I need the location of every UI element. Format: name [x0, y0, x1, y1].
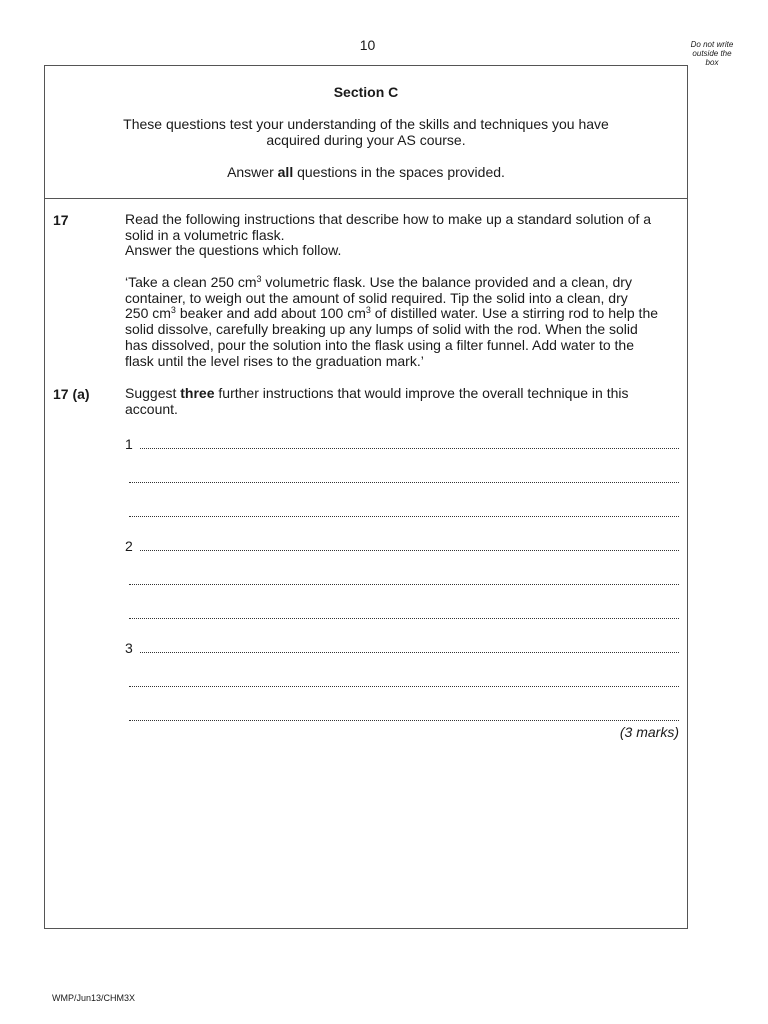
passage-text: beaker and add about 100 cm: [175, 305, 366, 322]
passage-line: flask until the level rises to the graduation mark.’: [125, 352, 424, 369]
question-17-text: [125, 212, 681, 259]
answer-line[interactable]: [125, 708, 679, 726]
passage-line: [125, 306, 681, 322]
dotted-line: [129, 720, 679, 721]
passage-line: container, to weigh out the amount of solid required. Tip the solid into a clean, dry: [125, 289, 628, 306]
question-17-line: solid in a volumetric flask.: [125, 226, 285, 243]
margin-note-line: outside the: [692, 49, 732, 58]
answer-line-1[interactable]: [125, 436, 679, 454]
answer-number: 2: [125, 538, 133, 554]
marks-label: (3 marks): [619, 724, 679, 740]
dotted-line: [140, 550, 679, 551]
answer-number: 1: [125, 436, 133, 452]
prompt-text: Suggest: [125, 385, 181, 401]
answer-line[interactable]: [125, 470, 679, 488]
answer-box: [44, 65, 688, 929]
dotted-line: [129, 686, 679, 687]
answer-line[interactable]: [125, 504, 679, 522]
intro-text: Answer: [227, 164, 278, 180]
instructions-passage: [125, 275, 681, 369]
prompt-line: [125, 386, 681, 402]
intro-line-3: [45, 164, 687, 180]
footer-code: WMP/Jun13/CHM3X: [52, 993, 136, 1003]
answer-line[interactable]: [125, 572, 679, 590]
section-intro: [45, 66, 687, 199]
intro-line-1: These questions test your understanding of the skills and techniques you have: [123, 116, 609, 132]
passage-text: of distilled water. Use a stirring rod to help the: [370, 305, 659, 322]
margin-note-line: box: [705, 58, 719, 67]
passage-line: has dissolved, pour the solution into the flask using a filter funnel. Add water to the: [125, 336, 634, 353]
margin-note-line: Do not write: [690, 40, 734, 49]
question-17a-number: 17 (a): [53, 386, 90, 402]
prompt-line: account.: [125, 400, 178, 417]
passage-text: 250 cm: [125, 305, 171, 322]
passage-line: solid dissolve, carefully breaking up any lumps of solid with the rod. When the solid: [125, 321, 638, 338]
superscript: 3: [365, 305, 371, 316]
answer-line[interactable]: [125, 674, 679, 692]
page-number: 10: [359, 37, 376, 53]
dotted-line: [129, 482, 679, 483]
question-17-number: 17: [53, 212, 69, 228]
question-17a-prompt: [125, 386, 681, 417]
dotted-line: [140, 448, 679, 449]
question-17-line: Read the following instructions that describe how to make up a standard solution of a: [125, 211, 652, 227]
passage-line: [125, 275, 681, 291]
intro-emphasis: all: [277, 164, 294, 180]
intro-text: questions in the spaces provided.: [293, 164, 505, 180]
prompt-emphasis: three: [180, 385, 215, 401]
dotted-line: [129, 618, 679, 619]
section-title: Section C: [333, 84, 399, 100]
dotted-line: [129, 516, 679, 517]
superscript: 3: [256, 274, 262, 284]
prompt-text: further instructions that would improve the overall technique in this: [214, 385, 629, 401]
answer-line[interactable]: [125, 606, 679, 624]
margin-note: [684, 40, 740, 67]
answer-line-2[interactable]: [125, 538, 679, 556]
passage-text: volumetric flask. Use the balance provided and a clean, dry: [261, 274, 632, 290]
superscript: 3: [170, 305, 176, 316]
dotted-line: [140, 652, 679, 653]
answer-line-3[interactable]: [125, 640, 679, 658]
answer-number: 3: [125, 640, 133, 656]
question-17-line: Answer the questions which follow.: [125, 242, 342, 259]
dotted-line: [129, 584, 679, 585]
intro-line-2: acquired during your AS course.: [266, 132, 466, 148]
passage-text: ‘Take a clean 250 cm: [125, 274, 257, 290]
